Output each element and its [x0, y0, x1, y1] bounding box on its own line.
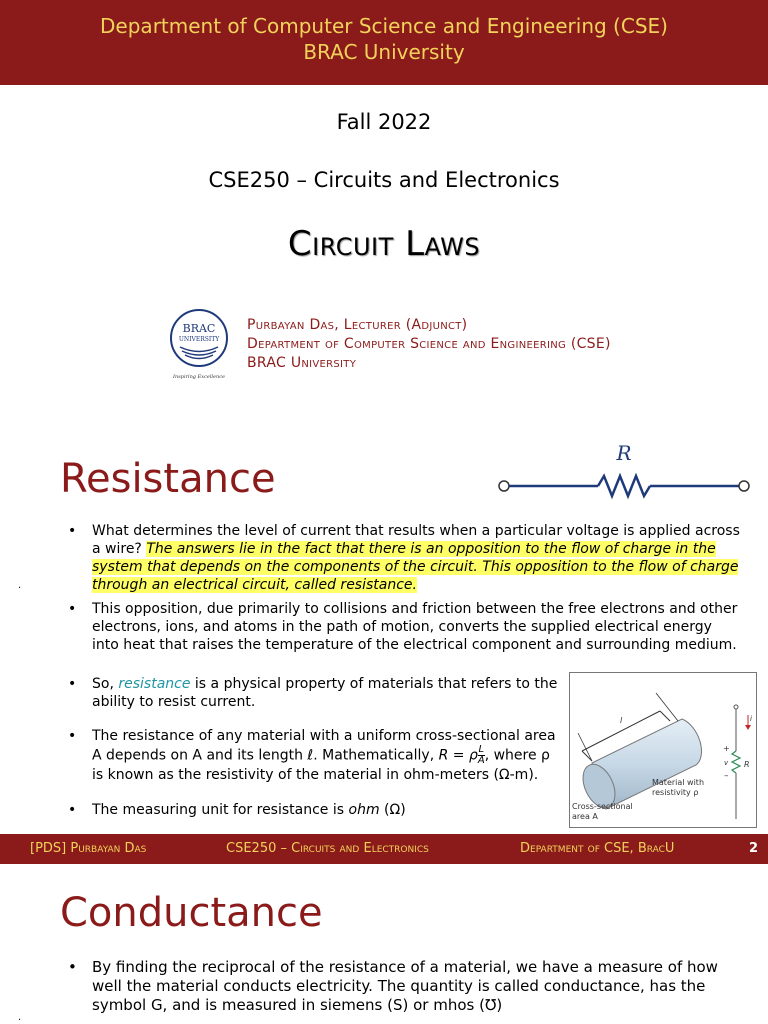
footer-author: [PDS] Purbayan Das: [30, 841, 147, 856]
resistor-label: R: [616, 441, 632, 465]
term-resistance: resistance: [118, 676, 191, 692]
bullet-unit: • The measuring unit for resistance is ohm (Ω): [68, 802, 406, 818]
bullet-conductance: • By finding the reciprocal of the resistance of a material, we have a measure of how well the material conducts electricity. The quantity is called conductance, has the symbol G, and is measured in siemens (S) or mhos (℧): [68, 958, 718, 1014]
formula-fraction: [478, 745, 485, 766]
conductance-heading: Conductance: [60, 890, 323, 936]
resistance-heading: Resistance: [60, 456, 276, 502]
slide-footer: [0, 834, 768, 864]
bullet-text: This opposition, due primarily to collisions and friction between the free electrons and other electrons, ions, and atoms in the path of motion, converts the supplied electrical energy into heat that raises the temperature of the electrical component and surrounding medium.: [92, 601, 738, 653]
voltage-label: v: [724, 759, 729, 767]
instructor-name: Purbayan Das, Lecturer (Adjunct): [247, 317, 468, 333]
resistor-r-label: R: [744, 760, 750, 769]
length-label: l: [620, 716, 623, 725]
area-label-1: Cross-sectional: [572, 802, 633, 811]
header-department: Department of Computer Science and Engineering (CSE): [100, 14, 668, 38]
slide-title: Circuit Laws: [287, 224, 481, 264]
bullet-opposition: • This opposition, due primarily to collisions and friction between the free electrons and other electrons, ions, and atoms in the path of motion, converts the supplied electrical energy into heat that raises the temperature of the electrical component and surrounding medium.: [68, 601, 738, 653]
logo-name: BRAC: [182, 322, 216, 335]
margin-mark: .: [18, 1012, 22, 1023]
bullet-text: is a physical property of materials that refers to the ability to resist current.: [92, 676, 558, 710]
minus-sign: –: [724, 771, 729, 781]
material-label-1: Material with: [652, 778, 705, 787]
course-name: CSE250 – Circuits and Electronics: [208, 168, 560, 192]
bullet-text: (Ω): [379, 802, 406, 818]
formula-lhs: R = ρ: [438, 747, 478, 764]
bullet-formula: • The resistance of any material with a uniform cross-sectional area A depends on A and its length ℓ. Mathematically, R = ρ $\frac{L}{A}$ , where ρ is known as the resistivity of the material in ohm-meters (Ω-m).: [68, 728, 556, 783]
bullet-text: The measuring unit for resistance is: [92, 802, 349, 818]
plus-sign: +: [723, 744, 730, 753]
instructor-university: BRAC University: [247, 355, 357, 371]
semester: Fall 2022: [336, 110, 432, 134]
formula-numerator: L: [478, 744, 485, 755]
wire-resistance-figure: [569, 672, 757, 828]
area-label-2: area A: [572, 812, 598, 821]
term-ohm: ohm: [348, 802, 380, 818]
bullet-text: By finding the reciprocal of the resistance of a material, we have a measure of how well the material conducts electricity. The quantity is called conductance, has the symbol G, and is measured in siemens (S) or mhos (℧): [92, 958, 718, 1014]
formula-denominator: A: [477, 755, 485, 766]
logo-tagline: Inspiring Excellence: [173, 374, 225, 380]
material-label-2: resistivity ρ: [652, 788, 699, 797]
header-university: BRAC University: [303, 40, 465, 64]
footer-page-number: 2: [749, 841, 759, 856]
margin-mark: .: [18, 580, 22, 591]
highlighted-text: The answers lie in the fact that there is an opposition to the flow of charge in the system that depends on the components of the circuit. This opposition to the flow of charge through an electrical circuit, called resistance.: [92, 541, 739, 593]
bullet-text: What determines the level of current that results when a particular voltage is applied across a wire?: [92, 523, 740, 557]
bullet-text: The resistance of any material with a uniform cross-sectional area A depends on A and its length ℓ. Mathematically,: [92, 728, 556, 764]
bullet-text: , where ρ is known as the resistivity of the material in ohm-meters (Ω-m).: [92, 747, 550, 783]
instructor-department: Department of Computer Science and Engineering (CSE): [247, 336, 611, 352]
logo-sub: UNIVERSITY: [178, 336, 220, 343]
bullet-property: • So, resistance is a physical property of materials that refers to the ability to resist current.: [68, 676, 558, 710]
footer-department: Department of CSE, BracU: [520, 841, 675, 856]
bullet-resistance-definition: • What determines the level of current that results when a particular voltage is applied across a wire? The answers lie in the fact that there is an opposition to the flow of charge in the system that depends on the components of the circuit. This opposition to the flow of charge through an electrical circuit, called resistance.: [68, 523, 740, 593]
current-label: i: [750, 715, 752, 723]
bullet-text: So,: [92, 676, 119, 692]
brac-logo: [158, 306, 240, 388]
footer-course: CSE250 – Circuits and Electronics: [226, 841, 429, 856]
resistor-symbol: [496, 440, 756, 502]
